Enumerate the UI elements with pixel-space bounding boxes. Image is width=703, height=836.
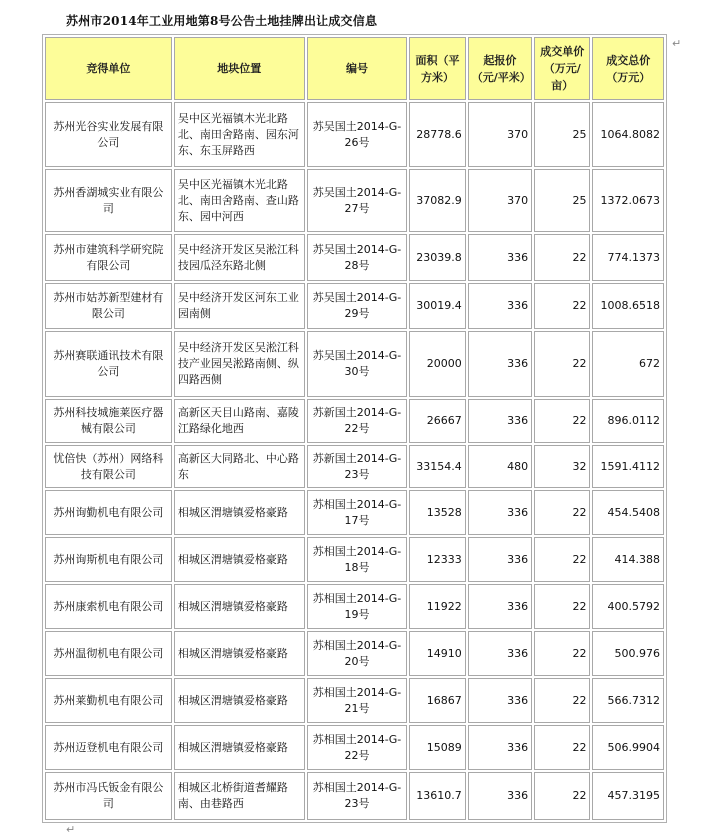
cell-unit-price: 22 bbox=[534, 283, 590, 329]
cell-area: 23039.8 bbox=[409, 234, 465, 281]
cell-total-price: 500.976 bbox=[592, 631, 664, 676]
cell-start-price: 336 bbox=[468, 772, 532, 820]
cell-total-price: 454.5408 bbox=[592, 490, 664, 535]
cell-total-price: 1372.0673 bbox=[592, 169, 664, 232]
cell-location: 高新区天目山路南、嘉陵江路绿化地西 bbox=[174, 399, 305, 443]
cell-unit-price: 25 bbox=[534, 169, 590, 232]
cell-code: 苏相国土2014-G-17号 bbox=[307, 490, 408, 535]
table-row bbox=[45, 537, 664, 582]
cell-total-price: 1591.4112 bbox=[592, 445, 664, 488]
cell-code: 苏新国土2014-G-22号 bbox=[307, 399, 408, 443]
cell-unit-price: 22 bbox=[534, 584, 590, 629]
cell-unit: 苏州香湖城实业有限公司 bbox=[45, 169, 172, 232]
cell-area: 13610.7 bbox=[409, 772, 465, 820]
land-transaction-table bbox=[42, 34, 667, 823]
cell-start-price: 336 bbox=[468, 399, 532, 443]
cell-code: 苏吴国土2014-G-27号 bbox=[307, 169, 408, 232]
cell-area: 11922 bbox=[409, 584, 465, 629]
cell-location: 相城区渭塘镇爱格豪路 bbox=[174, 490, 305, 535]
paragraph-mark: ↵ bbox=[66, 823, 76, 836]
cell-total-price: 672 bbox=[592, 331, 664, 397]
table-row bbox=[45, 169, 664, 232]
cell-start-price: 336 bbox=[468, 584, 532, 629]
cell-location: 吴中经济开发区吴淞江科技产业园吴淞路南侧、纵四路西侧 bbox=[174, 331, 305, 397]
cell-total-price: 506.9904 bbox=[592, 725, 664, 770]
cell-unit-price: 22 bbox=[534, 331, 590, 397]
cell-code: 苏吴国土2014-G-30号 bbox=[307, 331, 408, 397]
cell-code: 苏相国土2014-G-18号 bbox=[307, 537, 408, 582]
cell-location: 吴中经济开发区河东工业园南侧 bbox=[174, 283, 305, 329]
cell-total-price: 457.3195 bbox=[592, 772, 664, 820]
table-row bbox=[45, 678, 664, 723]
cell-code: 苏吴国土2014-G-28号 bbox=[307, 234, 408, 281]
cell-start-price: 370 bbox=[468, 169, 532, 232]
cell-location: 高新区大同路北、中心路东 bbox=[174, 445, 305, 488]
cell-code: 苏新国土2014-G-23号 bbox=[307, 445, 408, 488]
cell-unit-price: 25 bbox=[534, 102, 590, 167]
cell-unit-price: 22 bbox=[534, 772, 590, 820]
cell-start-price: 336 bbox=[468, 678, 532, 723]
cell-area: 13528 bbox=[409, 490, 465, 535]
cell-unit-price: 22 bbox=[534, 234, 590, 281]
cell-location: 相城区北桥街道耆耀路南、由巷路西 bbox=[174, 772, 305, 820]
cell-start-price: 336 bbox=[468, 725, 532, 770]
cell-area: 30019.4 bbox=[409, 283, 465, 329]
cell-total-price: 896.0112 bbox=[592, 399, 664, 443]
cell-location: 相城区渭塘镇爱格豪路 bbox=[174, 678, 305, 723]
table-row bbox=[45, 490, 664, 535]
cell-start-price: 336 bbox=[468, 490, 532, 535]
cell-unit-price: 22 bbox=[534, 490, 590, 535]
cell-code: 苏吴国土2014-G-26号 bbox=[307, 102, 408, 167]
table-row bbox=[45, 102, 664, 167]
paragraph-mark: ↵ bbox=[672, 37, 682, 50]
cell-unit: 苏州市冯氏钣金有限公司 bbox=[45, 772, 172, 820]
cell-unit: 苏州康索机电有限公司 bbox=[45, 584, 172, 629]
cell-total-price: 1008.6518 bbox=[592, 283, 664, 329]
cell-location: 相城区渭塘镇爱格豪路 bbox=[174, 631, 305, 676]
cell-unit-price: 22 bbox=[534, 725, 590, 770]
cell-area: 20000 bbox=[409, 331, 465, 397]
column-header-total-price: 成交总价（万元） bbox=[592, 37, 664, 100]
table-row bbox=[45, 725, 664, 770]
cell-area: 14910 bbox=[409, 631, 465, 676]
cell-code: 苏吴国土2014-G-29号 bbox=[307, 283, 408, 329]
cell-area: 37082.9 bbox=[409, 169, 465, 232]
cell-unit: 苏州市姑苏新型建材有限公司 bbox=[45, 283, 172, 329]
cell-area: 28778.6 bbox=[409, 102, 465, 167]
cell-start-price: 336 bbox=[468, 234, 532, 281]
cell-unit: 苏州询斯机电有限公司 bbox=[45, 537, 172, 582]
cell-unit-price: 22 bbox=[534, 631, 590, 676]
cell-unit-price: 22 bbox=[534, 678, 590, 723]
page-title: 苏州市2014年工业用地第8号公告土地挂牌出让成交信息 bbox=[66, 14, 378, 28]
cell-total-price: 774.1373 bbox=[592, 234, 664, 281]
column-header-unit-price: 成交单价（万元/亩） bbox=[534, 37, 590, 100]
cell-location: 相城区渭塘镇爱格豪路 bbox=[174, 725, 305, 770]
column-header-area: 面积（平方米） bbox=[409, 37, 465, 100]
cell-total-price: 414.388 bbox=[592, 537, 664, 582]
cell-unit: 苏州迈登机电有限公司 bbox=[45, 725, 172, 770]
cell-start-price: 336 bbox=[468, 331, 532, 397]
cell-area: 12333 bbox=[409, 537, 465, 582]
cell-start-price: 336 bbox=[468, 283, 532, 329]
cell-unit: 苏州市建筑科学研究院有限公司 bbox=[45, 234, 172, 281]
table-row bbox=[45, 234, 664, 281]
cell-unit-price: 22 bbox=[534, 537, 590, 582]
table-body bbox=[45, 102, 664, 820]
cell-area: 16867 bbox=[409, 678, 465, 723]
cell-unit: 苏州莱勤机电有限公司 bbox=[45, 678, 172, 723]
cell-location: 相城区渭塘镇爱格豪路 bbox=[174, 537, 305, 582]
cell-area: 33154.4 bbox=[409, 445, 465, 488]
table-header-row bbox=[45, 37, 664, 100]
table-row bbox=[45, 631, 664, 676]
cell-total-price: 400.5792 bbox=[592, 584, 664, 629]
cell-location: 吴中经济开发区吴淞江科技园瓜泾东路北侧 bbox=[174, 234, 305, 281]
cell-area: 15089 bbox=[409, 725, 465, 770]
cell-area: 26667 bbox=[409, 399, 465, 443]
cell-unit: 苏州温彻机电有限公司 bbox=[45, 631, 172, 676]
column-header-location: 地块位置 bbox=[174, 37, 305, 100]
cell-start-price: 480 bbox=[468, 445, 532, 488]
table-row bbox=[45, 399, 664, 443]
cell-unit: 苏州光谷实业发展有限公司 bbox=[45, 102, 172, 167]
table-row bbox=[45, 772, 664, 820]
cell-start-price: 370 bbox=[468, 102, 532, 167]
cell-unit: 忧倍快（苏州）网络科技有限公司 bbox=[45, 445, 172, 488]
cell-code: 苏相国土2014-G-20号 bbox=[307, 631, 408, 676]
cell-total-price: 566.7312 bbox=[592, 678, 664, 723]
cell-unit-price: 32 bbox=[534, 445, 590, 488]
cell-location: 吴中区光福镇木光北路北、南田舍路南、查山路东、园中河西 bbox=[174, 169, 305, 232]
table-row bbox=[45, 445, 664, 488]
cell-code: 苏相国土2014-G-23号 bbox=[307, 772, 408, 820]
table-row bbox=[45, 584, 664, 629]
cell-code: 苏相国土2014-G-22号 bbox=[307, 725, 408, 770]
cell-start-price: 336 bbox=[468, 537, 532, 582]
cell-unit: 苏州赛联通讯技术有限公司 bbox=[45, 331, 172, 397]
cell-location: 相城区渭塘镇爱格豪路 bbox=[174, 584, 305, 629]
cell-unit: 苏州询勤机电有限公司 bbox=[45, 490, 172, 535]
cell-code: 苏相国土2014-G-21号 bbox=[307, 678, 408, 723]
cell-total-price: 1064.8082 bbox=[592, 102, 664, 167]
cell-location: 吴中区光福镇木光北路北、南田舍路南、园东河东、东玉屏路西 bbox=[174, 102, 305, 167]
table-row bbox=[45, 283, 664, 329]
table-row bbox=[45, 331, 664, 397]
cell-unit: 苏州科技城施莱医疗器械有限公司 bbox=[45, 399, 172, 443]
cell-unit-price: 22 bbox=[534, 399, 590, 443]
column-header-start-price: 起报价（元/平米） bbox=[468, 37, 532, 100]
column-header-code: 编号 bbox=[307, 37, 408, 100]
cell-start-price: 336 bbox=[468, 631, 532, 676]
column-header-unit: 竞得单位 bbox=[45, 37, 172, 100]
cell-code: 苏相国土2014-G-19号 bbox=[307, 584, 408, 629]
